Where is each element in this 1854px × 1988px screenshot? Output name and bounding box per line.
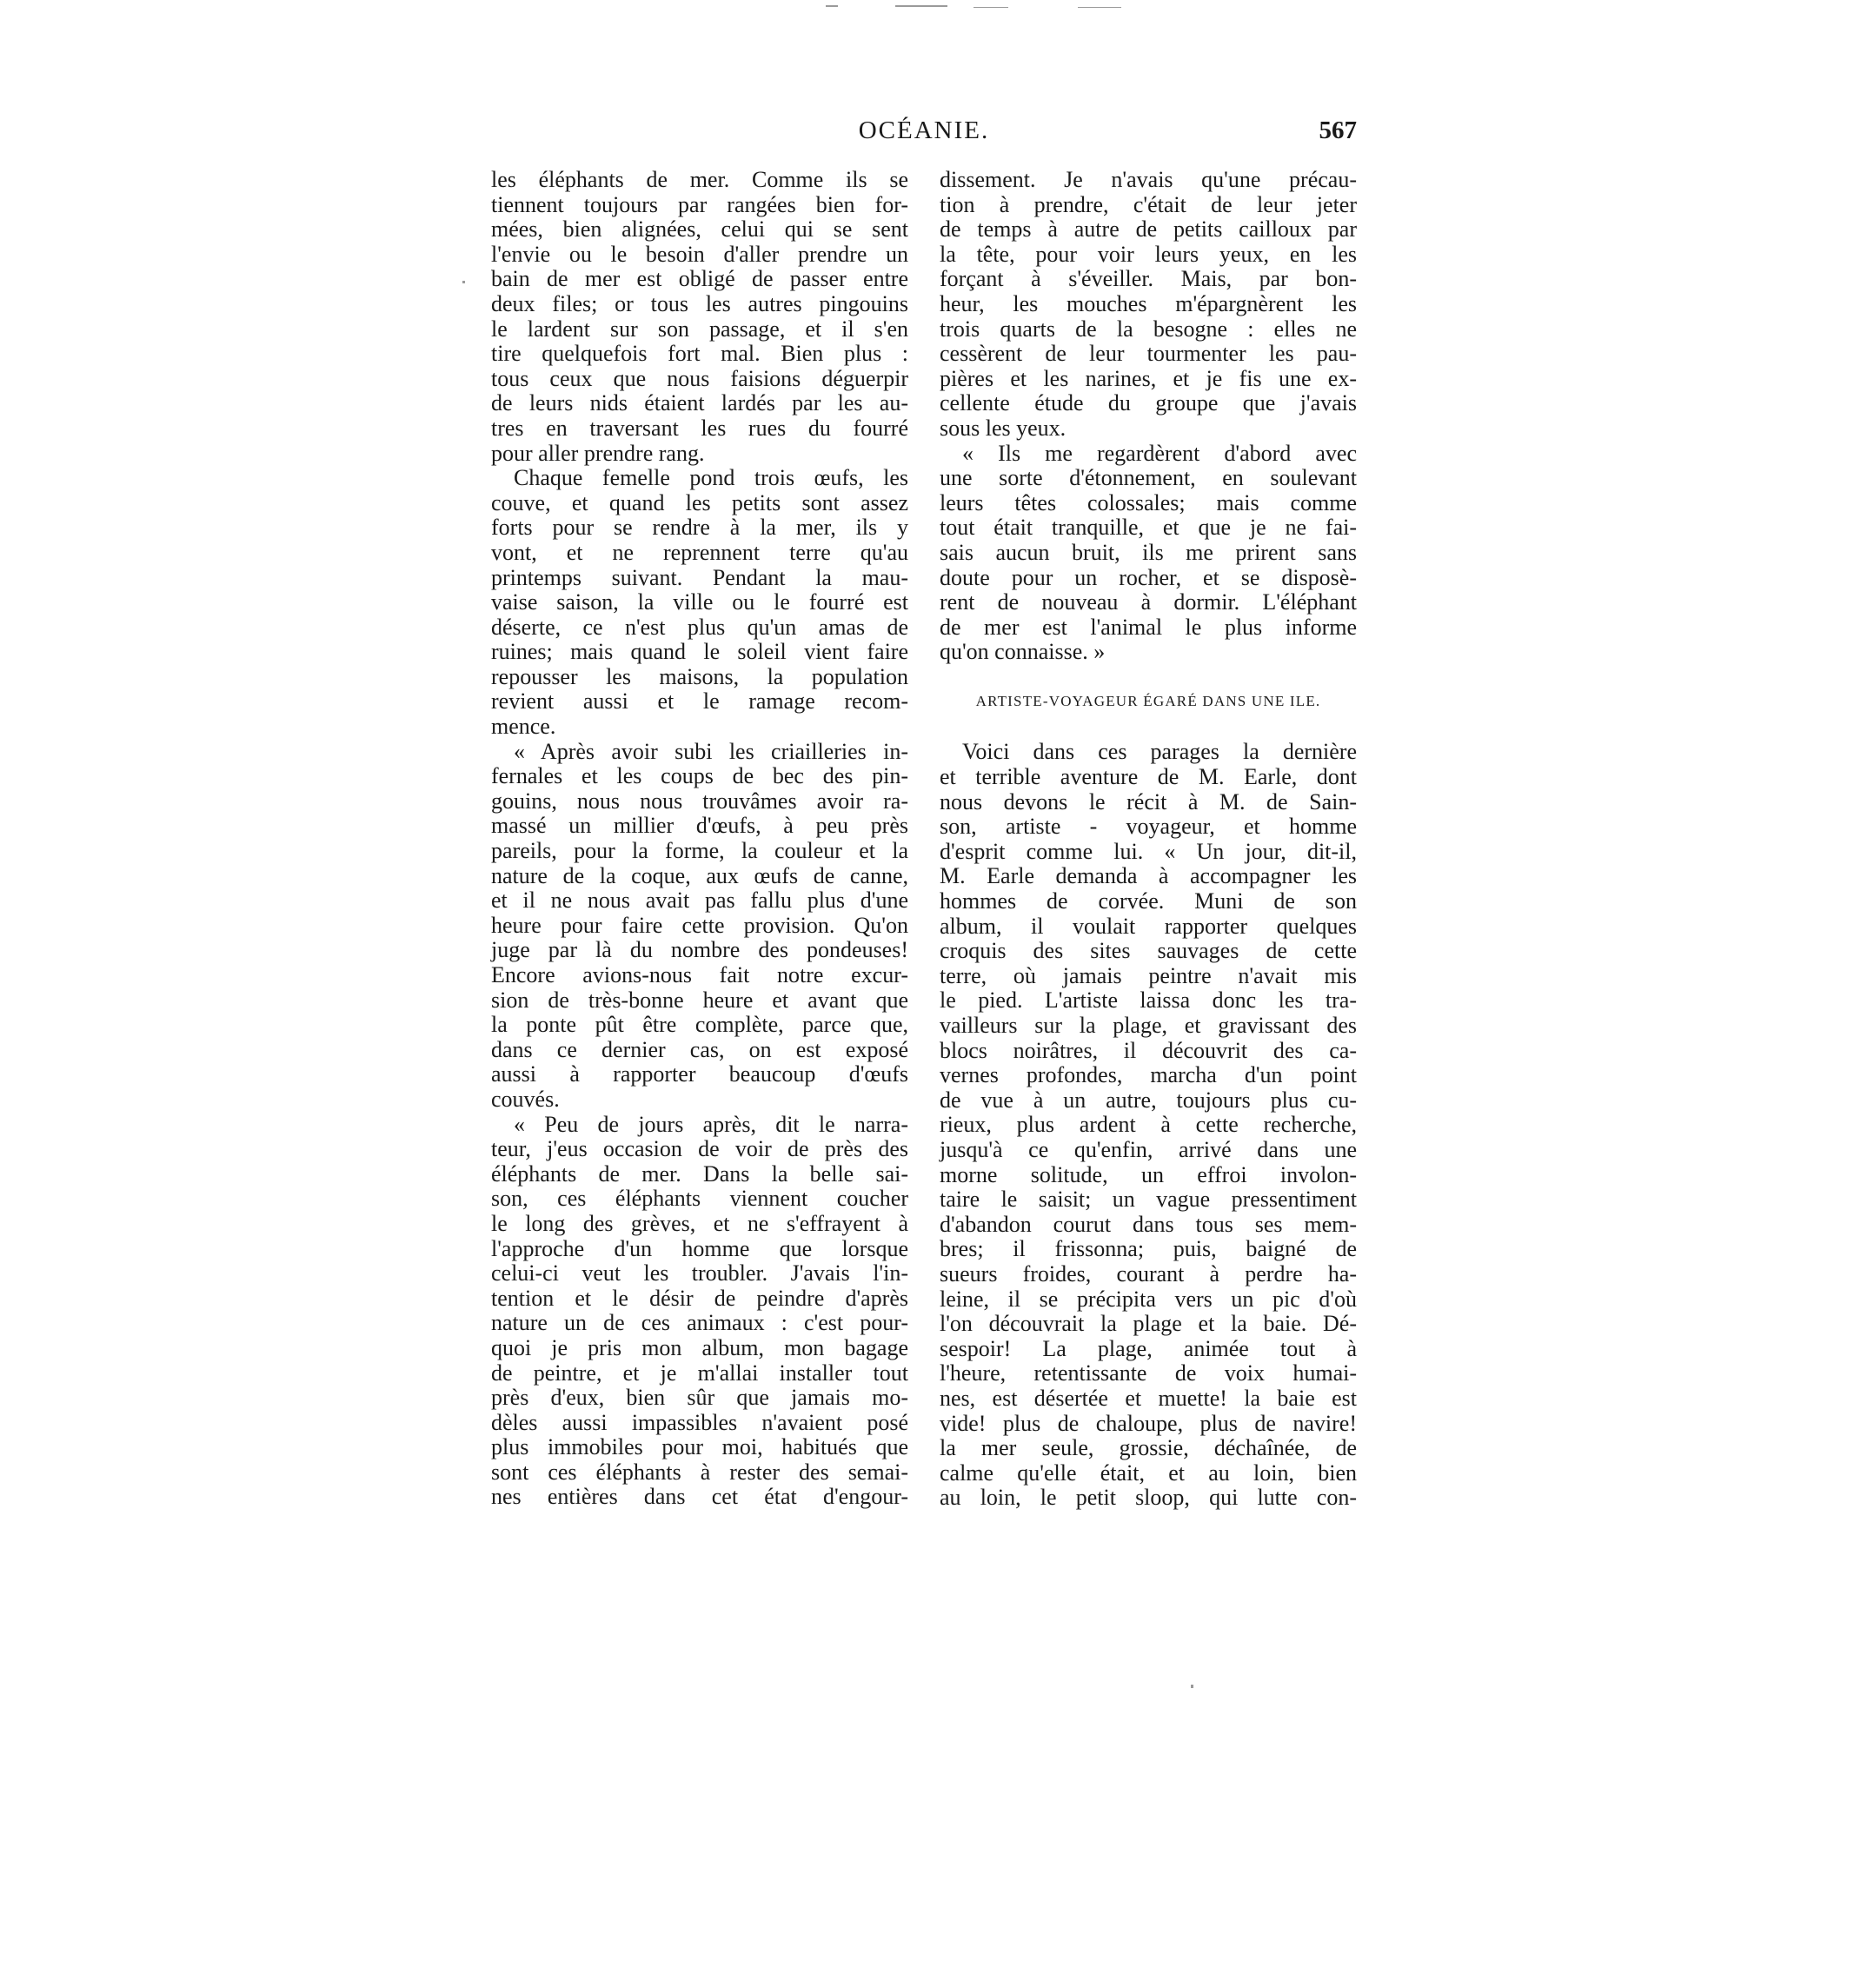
scan-speck — [462, 281, 465, 283]
text-line: tion à prendre, c'était de leur jeter — [940, 191, 1357, 217]
text-line: trois quarts de la besogne : elles ne — [940, 316, 1357, 342]
text-line: Chaque femelle pond trois œufs, les — [514, 465, 908, 491]
text-line: deux files; or tous les autres pingouins — [491, 290, 908, 316]
text-line: près d'eux, bien sûr que jamais mo- — [491, 1385, 908, 1411]
text-line: terre, où jamais peintre n'avait mis — [940, 962, 1357, 988]
text-line: vaise saison, la ville ou le fourré est — [491, 589, 908, 615]
text-line: l'heure, retentissante de voix humai- — [940, 1360, 1357, 1386]
scan-speck — [1191, 1685, 1193, 1688]
text-line: aussi à rapporter beaucoup d'œufs — [491, 1061, 908, 1087]
text-line: taire le saisit; un vague pressentiment — [940, 1187, 1357, 1213]
text-line: tres en traversant les rues du fourré — [491, 415, 908, 441]
text-line: mées, bien alignées, celui qui se sent — [491, 216, 908, 243]
text-line: nous devons le récit à M. de Sain- — [940, 788, 1357, 814]
text-line: tention et le désir de peindre d'après — [491, 1285, 908, 1311]
text-line: « Peu de jours après, dit le narra- — [514, 1111, 908, 1137]
text-line: vont, et ne reprennent terre qu'au — [491, 539, 908, 565]
text-line: le lardent sur son passage, et il s'en — [491, 316, 908, 342]
text-line: pour aller prendre rang. — [491, 440, 705, 466]
text-line: Voici dans ces parages la dernière — [962, 739, 1357, 765]
text-line: pareils, pour la forme, la couleur et la — [491, 838, 908, 864]
text-line: le pied. L'artiste laissa donc les tra- — [940, 987, 1357, 1014]
text-line: forts pour se rendre à la mer, ils y — [491, 515, 908, 541]
text-line: celui-ci veut les troubler. J'avais l'in- — [491, 1260, 908, 1287]
running-title: OCÉANIE. — [858, 116, 990, 144]
text-line: vernes profondes, marcha d'un point — [940, 1062, 1357, 1088]
text-line: blocs noirâtres, il découvrit des ca- — [940, 1037, 1357, 1063]
text-line: vailleurs sur la plage, et gravissant des — [940, 1013, 1357, 1038]
page-header — [491, 116, 1357, 155]
text-line: sont ces éléphants à rester des semai- — [491, 1459, 908, 1485]
text-line: le long des grèves, et ne s'effrayent à — [491, 1210, 908, 1236]
text-line: « Ils me regardèrent d'abord avec — [962, 440, 1357, 466]
text-line: la mer seule, grossie, déchaînée, de — [940, 1435, 1357, 1461]
text-line: forçant à s'éveiller. Mais, par bon- — [940, 266, 1357, 292]
text-line: ruines; mais quand le soleil vient faire — [491, 639, 908, 665]
text-line: mence. — [491, 714, 556, 740]
text-line: les éléphants de mer. Comme ils se — [491, 167, 908, 192]
left-column — [491, 168, 908, 1510]
page-number: 567 — [1319, 116, 1357, 144]
text-line: massé un millier d'œufs, à peu près — [491, 813, 908, 839]
text-line: tiennent toujours par rangées bien for- — [491, 191, 908, 217]
text-line: sespoir! La plage, animée tout à — [940, 1335, 1357, 1361]
text-line: éléphants de mer. Dans la belle sai- — [491, 1160, 908, 1187]
text-line: de vue à un autre, toujours plus cu- — [940, 1087, 1357, 1113]
text-line: dèles aussi impassibles n'avaient posé — [491, 1409, 908, 1435]
text-line: d'abandon courut dans tous ses mem- — [940, 1211, 1357, 1237]
text-line: nature un de ces animaux : c'est pour- — [491, 1310, 908, 1336]
text-line: Encore avions-nous fait notre excur- — [491, 962, 908, 987]
text-line: heur, les mouches m'épargnèrent les — [940, 290, 1357, 316]
text-line: sion de très-bonne heure et avant que — [491, 987, 908, 1013]
text-line: son, ces éléphants viennent coucher — [491, 1186, 908, 1212]
text-line: teur, j'eus occasion de voir de près des — [491, 1136, 908, 1162]
text-line: nes, est désertée et muette! la baie est — [940, 1385, 1357, 1411]
text-line: l'on découvrait la plage et la baie. Dé- — [940, 1311, 1357, 1337]
text-line: calme qu'elle était, et au loin, bien — [940, 1459, 1357, 1486]
right-column-text-after-heading — [940, 740, 1357, 1510]
text-line: dissement. Je n'avais qu'une précau- — [940, 167, 1357, 192]
text-line: tire quelquefois fort mal. Bien plus : — [491, 341, 908, 367]
text-line: pières et les narines, et je fis une ex- — [940, 365, 1357, 391]
text-line: juge par là du nombre des pondeuses! — [491, 937, 908, 963]
text-line: rieux, plus ardent à cette recherche, — [940, 1112, 1357, 1138]
text-line: cellente étude du groupe que j'avais — [940, 390, 1357, 416]
text-line: qu'on connaisse. » — [940, 639, 1106, 665]
text-line: l'approche d'un homme que lorsque — [491, 1235, 908, 1261]
text-line: doute pour un rocher, et se disposè- — [940, 564, 1357, 590]
text-line: leine, il se précipita vers un pic d'où — [940, 1286, 1357, 1312]
text-line: gouins, nous nous trouvâmes avoir ra- — [491, 788, 908, 814]
text-line: de mer est l'animal le plus informe — [940, 614, 1357, 640]
text-line: et il ne nous avait pas fallu plus d'une — [491, 888, 908, 914]
text-line: nature de la coque, aux œufs de canne, — [491, 862, 908, 888]
text-line: la tête, pour voir leurs yeux, en les — [940, 241, 1357, 267]
text-line: dans ce dernier cas, on est exposé — [491, 1036, 908, 1062]
text-line: l'envie ou le besoin d'aller prendre un — [491, 241, 908, 267]
text-line: heure pour faire cette provision. Qu'on — [491, 912, 908, 938]
text-line: la ponte pût être complète, parce que, — [491, 1012, 908, 1038]
text-line: repousser les maisons, la population — [491, 663, 908, 689]
text-line: leurs têtes colossales; mais comme — [940, 489, 1357, 515]
text-line: revient aussi et le ramage recom- — [491, 688, 908, 715]
text-line: sous les yeux. — [940, 415, 1067, 441]
scan-speck — [1078, 7, 1121, 8]
text-line: morne solitude, un effroi involon- — [940, 1161, 1357, 1187]
text-line: bres; il frissonna; puis, baigné de — [940, 1236, 1357, 1262]
text-line: et terrible aventure de M. Earle, dont — [940, 764, 1357, 790]
text-line: tout était tranquille, et que je ne fai- — [940, 515, 1357, 541]
text-line: quoi je pris mon album, mon bagage — [491, 1334, 908, 1360]
text-line: au loin, le petit sloop, qui lutte con- — [940, 1485, 1357, 1511]
text-line: cessèrent de leur tourmenter les pau- — [940, 341, 1357, 367]
scan-speck — [895, 5, 947, 7]
scan-speck — [974, 7, 1008, 8]
text-line: une sorte d'étonnement, en soulevant — [940, 465, 1357, 491]
text-line: croquis des sites sauvages de cette — [940, 938, 1357, 964]
text-line: M. Earle demanda à accompagner les — [940, 863, 1357, 889]
text-line: d'esprit comme lui. « Un jour, dit-il, — [940, 838, 1357, 864]
text-line: de temps à autre de petits cailloux par — [940, 216, 1357, 243]
text-line: sais aucun bruit, ils me prirent sans — [940, 539, 1357, 565]
text-line: nes entières dans cet état d'engour- — [491, 1484, 908, 1510]
text-line: tous ceux que nous faisions déguerpir — [491, 365, 908, 391]
text-line: couvés. — [491, 1086, 560, 1112]
right-column-text-before-heading — [940, 168, 1357, 665]
text-line: plus immobiles pour moi, habitués que — [491, 1434, 908, 1460]
text-line: fernales et les coups de bec des pin- — [491, 763, 908, 789]
text-line: sueurs froides, courant à perdre ha- — [940, 1260, 1357, 1287]
text-line: de leurs nids étaient lardés par les au- — [491, 390, 908, 416]
text-line: couve, et quand les petits sont assez — [491, 489, 908, 515]
text-line: printemps suivant. Pendant la mau- — [491, 564, 908, 590]
section-heading: ARTISTE-VOYAGEUR ÉGARÉ DANS UNE ILE. — [975, 692, 1321, 709]
right-column — [940, 168, 1357, 1511]
text-line: hommes de corvée. Muni de son — [940, 888, 1357, 914]
text-line: vide! plus de chaloupe, plus de navire! — [940, 1410, 1357, 1436]
text-line: « Après avoir subi les criailleries in- — [514, 738, 908, 764]
text-line: de peintre, et je m'allai installer tout — [491, 1360, 908, 1386]
text-line: album, il voulait rapporter quelques — [940, 913, 1357, 939]
text-line: déserte, ce n'est plus qu'un amas de — [491, 614, 908, 640]
text-line: bain de mer est obligé de passer entre — [491, 266, 908, 292]
text-line: jusqu'à ce qu'enfin, arrivé dans une — [940, 1136, 1357, 1162]
text-line: rent de nouveau à dormir. L'éléphant — [940, 589, 1357, 615]
text-line: son, artiste - voyageur, et homme — [940, 814, 1357, 840]
scan-speck — [826, 5, 838, 7]
